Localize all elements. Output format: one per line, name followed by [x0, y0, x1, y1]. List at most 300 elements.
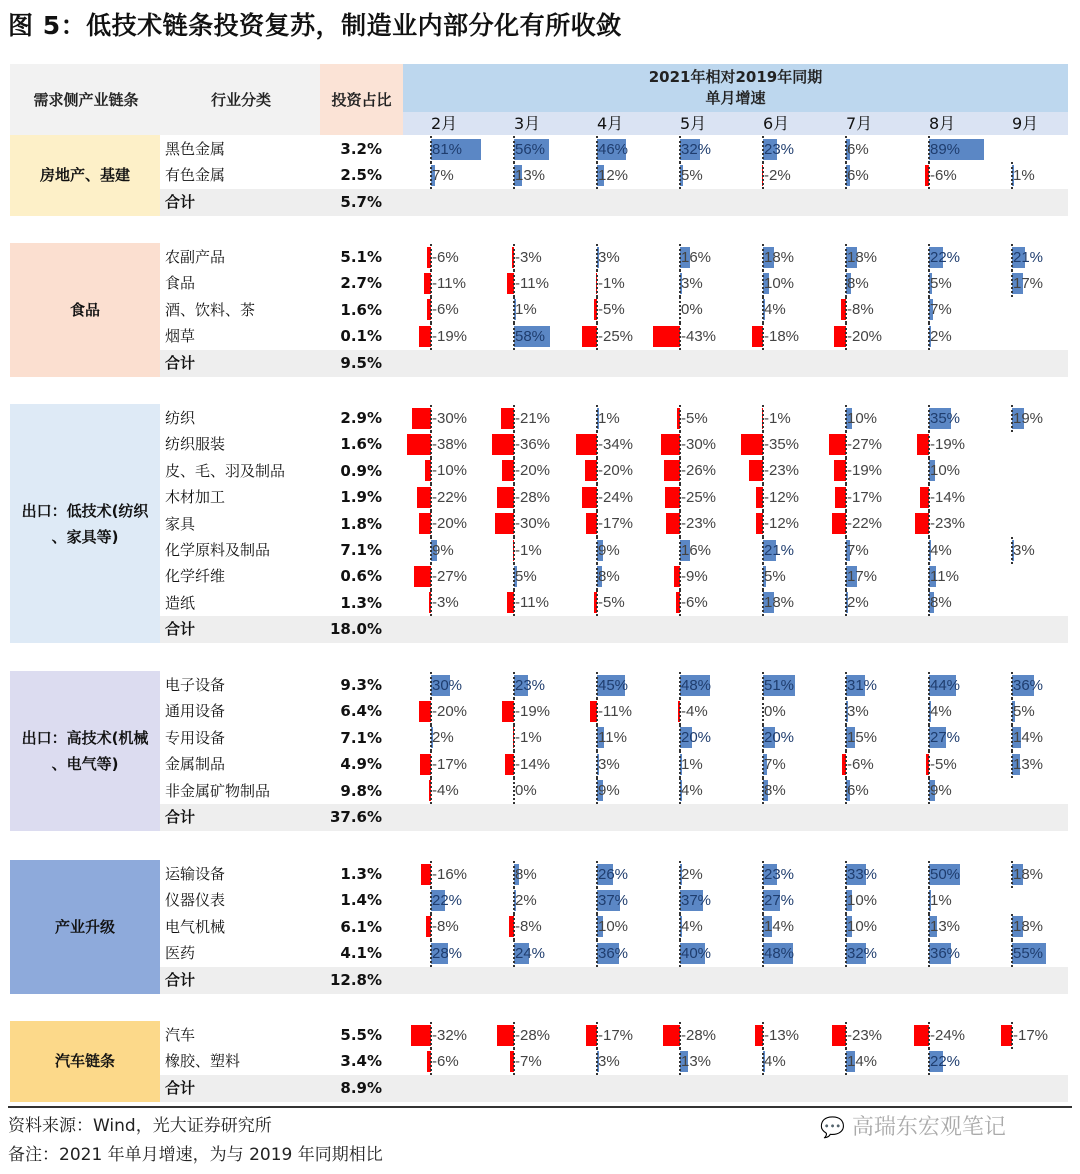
- chain-label-line: 、电气等): [51, 755, 119, 773]
- data-label: -5%: [598, 301, 625, 319]
- data-label: -19%: [930, 435, 966, 453]
- total-label: 合计: [165, 808, 196, 826]
- data-label: 7%: [847, 541, 869, 559]
- data-label: 8%: [764, 782, 786, 800]
- data-label: 15%: [847, 729, 878, 747]
- industry-name: 医药: [165, 944, 196, 963]
- bar-negative: [582, 487, 597, 508]
- data-label: 36%: [598, 944, 629, 962]
- data-label: -35%: [764, 435, 800, 453]
- data-label: -22%: [432, 488, 468, 506]
- data-label: 19%: [1013, 409, 1044, 427]
- month-label: 3月: [514, 114, 541, 133]
- share-value: 2.9%: [340, 409, 382, 427]
- total-share: 9.5%: [340, 353, 382, 372]
- month-header-row: [403, 112, 1068, 135]
- data-label: -6%: [847, 755, 874, 773]
- data-label: 4%: [930, 702, 952, 720]
- data-label: 5%: [515, 567, 537, 585]
- data-label: -12%: [764, 488, 800, 506]
- total-share: 8.9%: [340, 1078, 382, 1097]
- data-label: 89%: [930, 140, 961, 158]
- industry-name: 纺织服装: [165, 435, 226, 454]
- bar-negative: [915, 513, 929, 534]
- data-label: -7%: [515, 1052, 542, 1070]
- source-note: 资料来源：Wind，光大证券研究所: [8, 1116, 272, 1136]
- share-value: 1.3%: [340, 593, 382, 612]
- data-label: 14%: [1013, 729, 1044, 747]
- data-label: 55%: [1013, 944, 1044, 962]
- bar-negative: [497, 1025, 514, 1046]
- data-label: 10%: [847, 409, 878, 427]
- industry-name: 纺织: [165, 409, 196, 427]
- data-label: 4%: [681, 918, 703, 936]
- total-row-bg: [160, 350, 1068, 377]
- share-value: 1.3%: [340, 865, 382, 883]
- data-label: -6%: [930, 166, 957, 184]
- data-label: 18%: [764, 248, 795, 266]
- share-value: 5.5%: [340, 1026, 382, 1044]
- share-value: 1.6%: [340, 300, 382, 319]
- total-row-bg: [160, 1075, 1068, 1102]
- data-label: 45%: [598, 676, 629, 694]
- data-label: -36%: [515, 435, 551, 453]
- month-label: 5月: [680, 114, 707, 133]
- industry-name: 食品: [165, 274, 196, 293]
- industry-name: 专用设备: [165, 728, 226, 747]
- chain-label-line: 出口：高技术(机械: [21, 729, 149, 747]
- data-label: 3%: [847, 702, 869, 720]
- bar-negative: [832, 1025, 846, 1046]
- data-label: 21%: [764, 541, 795, 559]
- bar-negative: [749, 460, 763, 481]
- data-label: 51%: [764, 676, 795, 694]
- data-label: -1%: [515, 541, 542, 559]
- industry-name: 酒、饮料、茶: [165, 300, 256, 319]
- month-label: 8月: [929, 114, 956, 133]
- data-label: 2%: [930, 327, 952, 345]
- data-label: 48%: [764, 944, 795, 962]
- data-label: 3%: [598, 755, 620, 773]
- data-label: 2%: [432, 729, 454, 747]
- data-label: -28%: [681, 1026, 717, 1044]
- data-label: 4%: [930, 541, 952, 559]
- data-label: 5%: [1013, 702, 1035, 720]
- total-share: 37.6%: [329, 808, 382, 826]
- data-label: -10%: [432, 462, 468, 480]
- industry-name: 烟草: [165, 327, 196, 346]
- industry-name: 电气机械: [165, 917, 226, 936]
- data-label: 10%: [764, 274, 795, 292]
- data-label: 35%: [930, 409, 961, 427]
- data-label: 4%: [681, 782, 703, 800]
- watermark-text: 高瑞东宏观笔记: [851, 1115, 1006, 1140]
- data-label: -30%: [681, 435, 717, 453]
- data-label: 3%: [681, 274, 703, 292]
- bar-negative: [576, 434, 597, 455]
- data-label: 12%: [598, 166, 629, 184]
- total-row-bg: [160, 189, 1068, 216]
- share-value: 0.1%: [340, 327, 382, 346]
- data-label: 4%: [764, 301, 786, 319]
- data-label: 3%: [598, 248, 620, 266]
- data-label: 13%: [681, 1052, 712, 1070]
- bar-negative: [664, 460, 680, 481]
- data-label: -1%: [515, 729, 542, 747]
- month-label: 4月: [597, 114, 624, 133]
- data-label: -4%: [432, 782, 459, 800]
- data-label: -5%: [930, 755, 957, 773]
- share-value: 9.8%: [340, 781, 382, 800]
- data-label: 3%: [1013, 541, 1035, 559]
- share-value: 1.9%: [340, 488, 382, 507]
- industry-name: 运输设备: [165, 865, 226, 883]
- data-label: 10%: [847, 918, 878, 936]
- data-label: 10%: [598, 918, 629, 936]
- industry-name: 有色金属: [165, 166, 226, 185]
- data-label: -19%: [432, 327, 468, 345]
- data-label: -6%: [432, 248, 459, 266]
- data-label: 48%: [681, 676, 712, 694]
- data-label: -28%: [515, 488, 551, 506]
- industry-name: 汽车: [165, 1026, 196, 1044]
- data-label: 8%: [847, 274, 869, 292]
- data-label: 37%: [681, 891, 712, 909]
- data-label: 36%: [930, 944, 961, 962]
- header-share: 投资占比: [320, 64, 403, 135]
- bar-negative: [665, 487, 681, 508]
- data-label: -11%: [432, 274, 466, 292]
- bar-negative: [914, 1025, 929, 1046]
- share-value: 6.4%: [340, 702, 382, 721]
- data-label: 56%: [515, 140, 546, 158]
- chain-cell: 房地产、基建: [10, 135, 160, 216]
- bar-negative: [411, 1025, 431, 1046]
- data-label: 23%: [764, 140, 795, 158]
- data-label: 27%: [930, 729, 961, 747]
- data-label: 4%: [764, 1052, 786, 1070]
- data-label: 16%: [681, 541, 712, 559]
- total-row-bg: [160, 616, 1068, 643]
- industry-name: 黑色金属: [165, 140, 226, 158]
- data-label: 28%: [432, 944, 463, 962]
- bar-negative: [741, 434, 763, 455]
- bar-negative: [495, 513, 514, 534]
- share-value: 2.7%: [340, 274, 382, 293]
- chain-label-line: 出口：低技术(纺织: [21, 501, 149, 520]
- data-label: -6%: [432, 1052, 459, 1070]
- data-label: -16%: [432, 865, 468, 883]
- data-label: 20%: [681, 729, 712, 747]
- data-label: 9%: [598, 541, 620, 559]
- data-label: 1%: [681, 755, 703, 773]
- bar-negative: [661, 434, 680, 455]
- data-label: -11%: [598, 702, 632, 720]
- bar-negative: [582, 326, 598, 347]
- bar-negative: [414, 566, 431, 587]
- industry-name: 木材加工: [165, 488, 226, 507]
- data-label: 58%: [515, 327, 546, 345]
- industry-name: 仪器仪表: [165, 891, 226, 910]
- data-label: 2%: [515, 891, 537, 909]
- total-label: 合计: [165, 970, 196, 989]
- data-label: -6%: [681, 594, 708, 612]
- data-label: -24%: [930, 1026, 966, 1044]
- data-label: -13%: [764, 1026, 800, 1044]
- data-label: 6%: [847, 782, 869, 800]
- data-label: -8%: [432, 918, 459, 936]
- total-share: 12.8%: [329, 970, 382, 989]
- data-label: -17%: [847, 488, 883, 506]
- data-label: -23%: [930, 515, 966, 533]
- industry-name: 非金属矿物制品: [165, 781, 271, 800]
- chain-cell: [10, 404, 160, 643]
- remark-note: 备注：2021 年单月增速，为与 2019 年同期相比: [8, 1145, 383, 1165]
- industry-name: 化学原料及制品: [165, 541, 271, 559]
- data-label: 6%: [847, 166, 869, 184]
- data-label: -23%: [764, 462, 800, 480]
- data-label: -26%: [681, 462, 717, 480]
- data-label: -23%: [681, 515, 717, 533]
- chain-label-line: 、家具等): [51, 527, 119, 546]
- data-label: 2%: [681, 865, 703, 883]
- data-label: 7%: [930, 301, 952, 319]
- data-label: 17%: [1013, 274, 1044, 292]
- data-label: 7%: [432, 166, 454, 184]
- data-label: 18%: [764, 594, 795, 612]
- share-value: 0.6%: [340, 567, 382, 586]
- data-label: -20%: [847, 327, 883, 345]
- data-label: -8%: [515, 918, 542, 936]
- industry-name: 皮、毛、羽及制品: [165, 461, 286, 480]
- data-label: -17%: [432, 755, 468, 773]
- data-label: -24%: [598, 488, 634, 506]
- data-label: -38%: [432, 435, 468, 453]
- data-label: -17%: [598, 1026, 634, 1044]
- data-label: -19%: [515, 702, 551, 720]
- month-label: 9月: [1012, 114, 1039, 133]
- data-label: 23%: [515, 676, 546, 694]
- data-label: -1%: [764, 409, 791, 427]
- watermark: [820, 1110, 1006, 1141]
- data-label: 11%: [598, 729, 627, 747]
- bar-negative: [829, 434, 846, 455]
- data-label: -11%: [515, 594, 549, 612]
- figure-title: 图 5：低技术链条投资复苏，制造业内部分化有所收敛: [8, 11, 622, 40]
- data-label: 13%: [930, 918, 961, 936]
- wechat-icon: 💬: [820, 1115, 845, 1139]
- total-label: 合计: [165, 1078, 196, 1097]
- data-label: -20%: [432, 702, 468, 720]
- share-value: 3.4%: [340, 1052, 382, 1071]
- total-label: 合计: [165, 353, 196, 372]
- data-label: -14%: [930, 488, 966, 506]
- data-label: 10%: [847, 891, 878, 909]
- chain-cell: [10, 671, 160, 831]
- footer-divider: [8, 1106, 1072, 1108]
- data-label: -5%: [598, 594, 625, 612]
- share-value: 3.2%: [340, 140, 382, 158]
- header-industry: 行业分类: [162, 64, 320, 135]
- bar-negative: [407, 434, 431, 455]
- industry-name: 农副产品: [165, 248, 226, 266]
- industry-name: 橡胶、塑料: [165, 1052, 241, 1071]
- share-value: 1.8%: [340, 514, 382, 533]
- month-label: 6月: [763, 114, 790, 133]
- data-label: -17%: [598, 515, 634, 533]
- data-label: 9%: [432, 541, 454, 559]
- data-label: 8%: [930, 594, 952, 612]
- bar-negative: [412, 408, 431, 429]
- total-share: 18.0%: [329, 620, 382, 639]
- data-label: -23%: [847, 1026, 883, 1044]
- industry-name: 造纸: [165, 593, 196, 612]
- data-label: 21%: [1013, 248, 1044, 266]
- data-label: -14%: [515, 755, 551, 773]
- data-label: 0%: [515, 782, 537, 800]
- data-label: 30%: [432, 676, 463, 694]
- data-label: -1%: [598, 274, 625, 292]
- bar-negative: [497, 487, 514, 508]
- data-label: 3%: [598, 1052, 620, 1070]
- data-label: 46%: [598, 140, 629, 158]
- data-label: 14%: [847, 1052, 878, 1070]
- data-label: -9%: [681, 567, 708, 585]
- chain-cell: 汽车链条: [10, 1021, 160, 1102]
- data-label: 1%: [598, 409, 620, 427]
- data-label: -17%: [1013, 1026, 1049, 1044]
- bar-negative: [653, 326, 680, 347]
- data-label: 22%: [930, 248, 961, 266]
- data-label: 14%: [764, 918, 795, 936]
- header-growth-line1: 2021年相对2019年同期: [648, 68, 823, 86]
- data-label: 11%: [930, 567, 959, 585]
- data-label: 9%: [598, 782, 620, 800]
- data-label: -30%: [515, 515, 551, 533]
- data-label: 50%: [930, 865, 961, 883]
- bar-negative: [663, 1025, 680, 1046]
- data-label: -6%: [432, 301, 459, 319]
- data-label: -28%: [515, 1026, 551, 1044]
- header-chain: 需求侧产业链条: [10, 64, 162, 135]
- bar-negative: [417, 487, 431, 508]
- data-label: -30%: [432, 409, 468, 427]
- data-label: 5%: [764, 567, 786, 585]
- data-label: -27%: [847, 435, 883, 453]
- data-label: -4%: [681, 702, 708, 720]
- data-label: 33%: [847, 865, 878, 883]
- share-value: 7.1%: [340, 728, 382, 747]
- share-value: 4.9%: [340, 755, 382, 774]
- industry-name: 金属制品: [165, 755, 226, 774]
- header-growth-line2: 单月增速: [705, 89, 766, 107]
- share-value: 2.5%: [340, 166, 382, 185]
- data-label: 31%: [847, 676, 878, 694]
- data-label: -32%: [432, 1026, 468, 1044]
- data-label: 81%: [432, 140, 463, 158]
- industry-name: 电子设备: [165, 676, 226, 694]
- data-label: -3%: [515, 248, 542, 266]
- data-label: 22%: [432, 891, 463, 909]
- data-label: 44%: [930, 676, 961, 694]
- data-label: 7%: [764, 755, 786, 773]
- data-label: 27%: [764, 891, 795, 909]
- bar-negative: [666, 513, 680, 534]
- data-label: -27%: [432, 567, 468, 585]
- industry-name: 化学纤维: [165, 567, 226, 586]
- data-label: 5%: [681, 166, 703, 184]
- data-label: -18%: [764, 327, 800, 345]
- month-label: 7月: [846, 114, 873, 133]
- total-label: 合计: [165, 620, 196, 639]
- data-label: 16%: [681, 248, 712, 266]
- total-row-bg: [160, 967, 1068, 994]
- data-label: -5%: [681, 409, 708, 427]
- bar-negative: [832, 513, 846, 534]
- industry-name: 家具: [165, 514, 196, 533]
- data-label: -21%: [515, 409, 551, 427]
- share-value: 5.1%: [340, 248, 382, 266]
- data-label: 8%: [598, 567, 620, 585]
- share-value: 0.9%: [340, 461, 382, 480]
- data-label: 2%: [847, 594, 869, 612]
- share-value: 4.1%: [340, 944, 382, 963]
- data-label: -20%: [515, 462, 551, 480]
- data-label: 26%: [598, 865, 629, 883]
- data-label: 0%: [764, 702, 786, 720]
- data-label: 22%: [930, 1052, 961, 1070]
- share-value: 1.4%: [340, 891, 382, 910]
- data-label: -19%: [847, 462, 883, 480]
- share-value: 9.3%: [340, 676, 382, 694]
- bar-negative: [492, 434, 514, 455]
- data-label: -11%: [515, 274, 549, 292]
- total-share: 5.7%: [340, 192, 382, 211]
- data-label: 37%: [598, 891, 629, 909]
- data-label: 9%: [930, 782, 952, 800]
- data-label: 18%: [1013, 865, 1044, 883]
- data-label: 13%: [1013, 755, 1044, 773]
- total-row-bg: [160, 804, 1068, 831]
- share-value: 1.6%: [340, 435, 382, 454]
- data-label: 5%: [930, 274, 952, 292]
- data-label: -20%: [598, 462, 634, 480]
- industry-name: 通用设备: [165, 702, 226, 721]
- data-label: 40%: [681, 944, 712, 962]
- data-label: 24%: [515, 944, 546, 962]
- data-label: 1%: [930, 891, 952, 909]
- data-label: 10%: [930, 462, 961, 480]
- data-label: 8%: [515, 865, 537, 883]
- data-label: 6%: [847, 140, 869, 158]
- data-label: 13%: [515, 166, 546, 184]
- data-label: -25%: [598, 327, 634, 345]
- data-label: -25%: [681, 488, 717, 506]
- data-label: 18%: [1013, 918, 1044, 936]
- data-label: 1%: [1013, 166, 1035, 184]
- data-label: 32%: [847, 944, 878, 962]
- data-label: 23%: [764, 865, 795, 883]
- data-label: -2%: [764, 166, 791, 184]
- data-label: -43%: [681, 327, 717, 345]
- data-label: -12%: [764, 515, 800, 533]
- data-label: 32%: [681, 140, 712, 158]
- data-label: 17%: [847, 567, 878, 585]
- data-label: -3%: [432, 594, 459, 612]
- share-value: 7.1%: [340, 541, 382, 559]
- data-label: 18%: [847, 248, 878, 266]
- data-label: -22%: [847, 515, 883, 533]
